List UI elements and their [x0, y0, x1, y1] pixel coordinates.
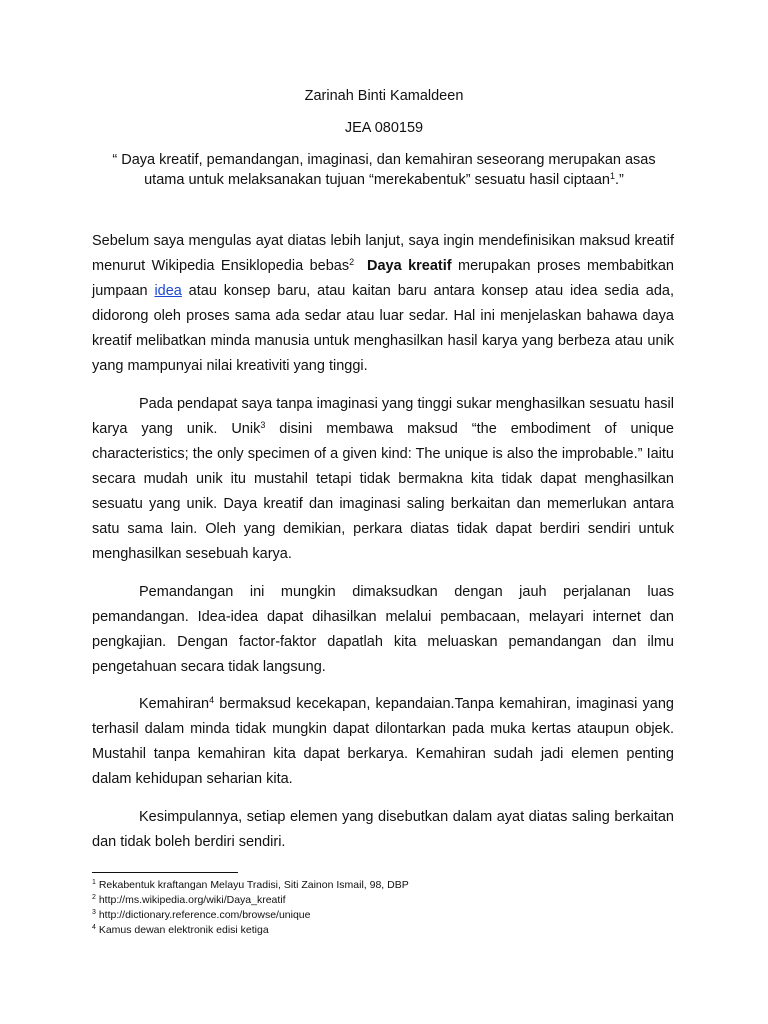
p1-bold-term: Daya kreatif: [366, 258, 452, 274]
footnote-number: 2: [92, 894, 96, 901]
p2-text-a: Pada pendapat saya tanpa imaginasi yang tinggi sukar menghasilkan sesuatu hasil karya yang unik. Unik: [92, 396, 674, 437]
footnote-ref-2: 2: [349, 257, 355, 267]
p1-text-b: merupakan proses membabitkan jumpaan: [92, 258, 674, 299]
paragraph-4: [92, 692, 674, 792]
p2-text-b: disini membawa maksud “the embodiment of unique characteristics; the only specimen of a given kind: The unique is also the improbable.” Iaitu secara mudah unik itu mustahil tetapi tidak bermakna kita tidak dapat menghasilkan sesuatu yang unik. Daya kreatif dan imaginasi saling berkaitan dan memerlukan antara satu sama lain. Oleh yang demikian, perkara diatas tidak dapat berdiri sendiri untuk menghasilkan sesebuah karya.: [92, 421, 674, 562]
idea-link[interactable]: idea: [154, 283, 182, 299]
footnote-number: 3: [92, 909, 96, 916]
footnote-text: http://dictionary.reference.com/browse/unique: [95, 909, 311, 921]
p4-text-a: Kemahiran: [139, 696, 210, 712]
student-code: JEA 080159: [344, 120, 424, 136]
footnote-number: 1: [92, 879, 96, 886]
footnote-divider: [92, 872, 238, 873]
footnote-ref-3: 3: [260, 420, 266, 430]
p1-text-a: Sebelum saya mengulas ayat diatas lebih lanjut, saya ingin mendefinisikan maksud kreatif menurut Wikipedia Ensiklopedia bebas: [92, 233, 674, 274]
p5-text: Kesimpulannya, setiap elemen yang disebutkan dalam ayat diatas saling berkaitan dan tidak boleh berdiri sendiri.: [92, 809, 674, 850]
footnotes: [92, 878, 652, 938]
footnote-2: [92, 893, 652, 908]
paragraph-2: [92, 392, 674, 567]
footnote-ref-4: 4: [209, 695, 215, 705]
footnote-text: http://ms.wikipedia.org/wiki/Daya_kreatif: [95, 894, 286, 906]
p4-text-b: bermaksud kecekapan, kepandaian.Tanpa kemahiran, imaginasi yang terhasil dalam minda tidak mungkin dapat dilontarkan pada muka kertas ataupun objek. Mustahil tanpa kemahiran kita dapat berkarya. Kemahiran sudah jadi elemen penting dalam kehidupan seharian kita.: [92, 696, 674, 787]
footnote-1: [92, 878, 652, 893]
footnote-ref-1: 1: [610, 171, 616, 181]
footnote-3: [92, 908, 652, 923]
paragraph-1: [92, 229, 674, 379]
footnote-number: 4: [92, 924, 96, 931]
paragraph-5: [92, 805, 674, 855]
p1-text-c: atau konsep baru, atau kaitan baru antara konsep atau idea sedia ada, didorong oleh proses sama ada sedar atau luar sedar. Hal ini menjelaskan bahawa daya kreatif melibatkan minda manusia untuk menghasilkan hasil karya yang berbeza atau unik yang mampunyai nilai kreativiti yang tinggi.: [92, 283, 674, 374]
opening-quote: [92, 150, 676, 190]
p3-text: Pemandangan ini mungkin dimaksudkan dengan jauh perjalanan luas pemandangan. Idea-idea dapat dihasilkan melalui pembacaan, melayari internet dan pengkajian. Dengan factor-faktor dapatlah kita meluaskan pemandangan dan ilmu pengetahuan secara tidak langsung.: [92, 584, 674, 675]
quote-text: “ Daya kreatif, pemandangan, imaginasi, dan kemahiran seseorang merupakan asas utama untuk melaksanakan tujuan “merekabentuk” sesuatu hasil ciptaan: [112, 152, 656, 188]
paragraph-3: [92, 580, 674, 680]
footnote-text: Kamus dewan elektronik edisi ketiga: [95, 924, 269, 936]
author-name: Zarinah Binti Kamaldeen: [304, 88, 464, 104]
quote-end: .”: [615, 172, 624, 188]
footnote-text: Rekabentuk kraftangan Melayu Tradisi, Siti Zainon Ismail, 98, DBP: [95, 879, 409, 891]
footnote-4: [92, 923, 652, 938]
